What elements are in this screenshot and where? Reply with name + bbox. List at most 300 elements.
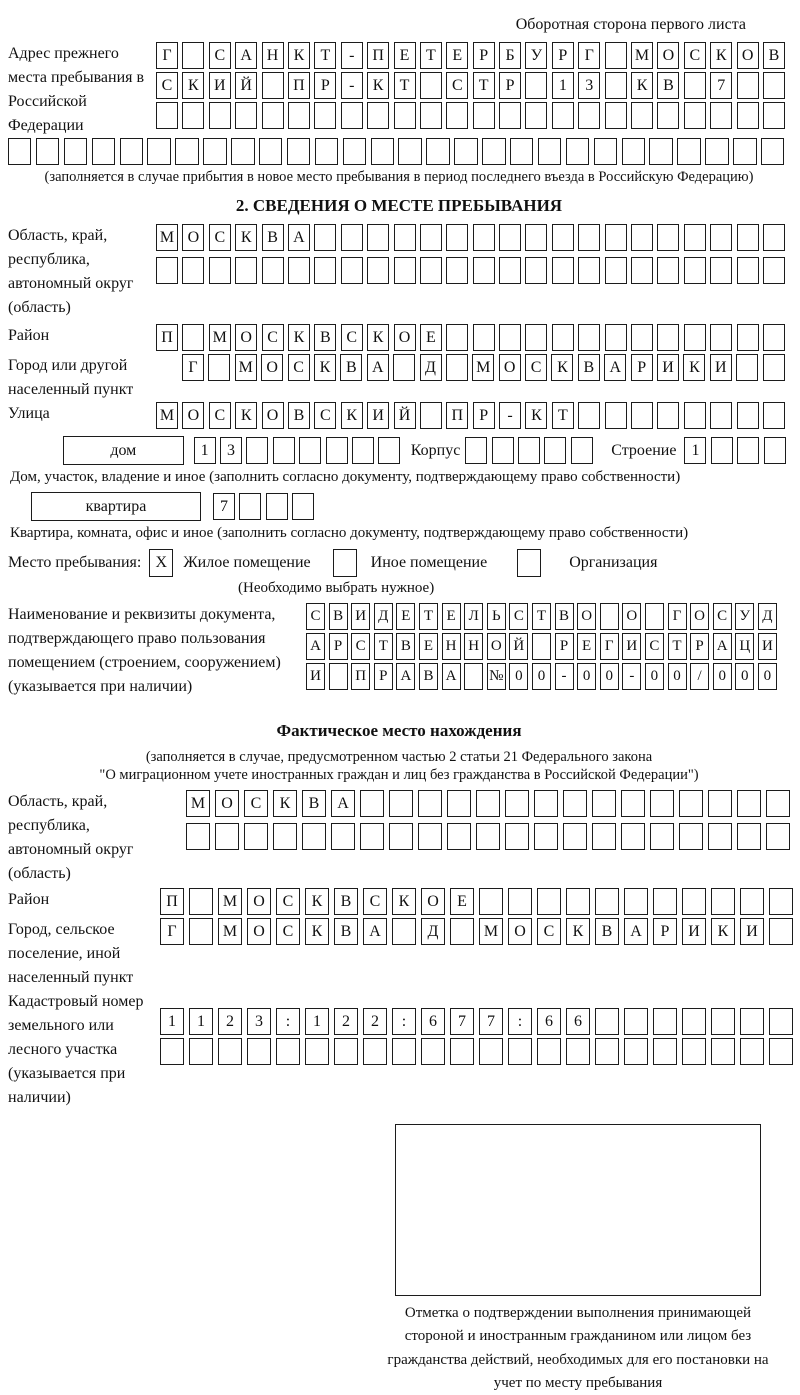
char-box[interactable] <box>8 138 31 165</box>
char-box[interactable]: Т <box>552 402 574 429</box>
char-box[interactable] <box>367 257 389 284</box>
char-box[interactable]: С <box>209 402 231 429</box>
char-box[interactable] <box>600 603 619 630</box>
char-box[interactable]: С <box>363 888 387 915</box>
char-box[interactable] <box>378 437 400 464</box>
char-box[interactable] <box>684 102 706 129</box>
char-box[interactable] <box>420 72 442 99</box>
char-box[interactable] <box>247 1038 271 1065</box>
char-box[interactable] <box>679 823 703 850</box>
char-box[interactable]: Д <box>758 603 777 630</box>
char-box[interactable] <box>473 224 495 251</box>
char-box[interactable]: О <box>215 790 239 817</box>
char-box[interactable] <box>578 224 600 251</box>
char-box[interactable] <box>447 790 471 817</box>
char-box[interactable] <box>525 102 547 129</box>
char-box[interactable] <box>769 1038 793 1065</box>
char-box[interactable] <box>737 823 761 850</box>
char-box[interactable] <box>563 823 587 850</box>
char-box[interactable] <box>175 138 198 165</box>
char-box[interactable] <box>120 138 143 165</box>
char-box[interactable]: Р <box>314 72 336 99</box>
char-box[interactable]: И <box>351 603 370 630</box>
char-box[interactable] <box>262 102 284 129</box>
char-box[interactable] <box>492 437 514 464</box>
char-box[interactable]: И <box>740 918 764 945</box>
char-box[interactable]: Г <box>182 354 204 381</box>
char-box[interactable]: 1 <box>684 437 706 464</box>
char-box[interactable] <box>288 102 310 129</box>
char-box[interactable] <box>657 324 679 351</box>
char-box[interactable] <box>763 257 785 284</box>
char-box[interactable] <box>367 102 389 129</box>
char-box[interactable] <box>273 437 295 464</box>
char-box[interactable]: И <box>306 663 325 690</box>
char-box[interactable]: С <box>244 790 268 817</box>
char-box[interactable] <box>64 138 87 165</box>
char-box[interactable]: Г <box>160 918 184 945</box>
char-box[interactable]: Е <box>419 633 438 660</box>
char-box[interactable] <box>763 102 785 129</box>
char-box[interactable]: О <box>421 888 445 915</box>
char-box[interactable] <box>341 224 363 251</box>
char-box[interactable]: Р <box>690 633 709 660</box>
char-box[interactable]: П <box>156 324 178 351</box>
char-box[interactable]: Ь <box>487 603 506 630</box>
char-box[interactable]: А <box>367 354 389 381</box>
char-box[interactable] <box>203 138 226 165</box>
char-box[interactable]: М <box>218 888 242 915</box>
char-box[interactable] <box>563 790 587 817</box>
char-box[interactable]: - <box>341 72 363 99</box>
stay-option-organization-checkbox[interactable] <box>517 549 541 577</box>
char-box[interactable]: X <box>149 549 173 577</box>
char-box[interactable] <box>367 224 389 251</box>
char-box[interactable] <box>479 888 503 915</box>
char-box[interactable] <box>326 437 348 464</box>
char-box[interactable] <box>737 324 759 351</box>
char-box[interactable] <box>499 257 521 284</box>
char-box[interactable]: 3 <box>578 72 600 99</box>
char-box[interactable] <box>299 437 321 464</box>
char-box[interactable] <box>473 257 495 284</box>
char-box[interactable] <box>218 1038 242 1065</box>
char-box[interactable]: - <box>555 663 574 690</box>
char-box[interactable] <box>711 888 735 915</box>
char-box[interactable] <box>763 354 785 381</box>
char-box[interactable]: Й <box>509 633 528 660</box>
char-box[interactable]: Р <box>329 633 348 660</box>
char-box[interactable]: П <box>288 72 310 99</box>
char-box[interactable]: М <box>156 224 178 251</box>
char-box[interactable]: Т <box>374 633 393 660</box>
char-box[interactable]: Р <box>473 402 495 429</box>
char-box[interactable]: А <box>288 224 310 251</box>
char-box[interactable]: Б <box>499 42 521 69</box>
char-box[interactable] <box>464 663 483 690</box>
char-box[interactable] <box>314 257 336 284</box>
char-box[interactable]: Е <box>420 324 442 351</box>
char-box[interactable] <box>684 402 706 429</box>
char-box[interactable] <box>418 823 442 850</box>
char-box[interactable]: И <box>209 72 231 99</box>
char-box[interactable]: - <box>499 402 521 429</box>
char-box[interactable]: К <box>710 42 732 69</box>
char-box[interactable]: 1 <box>305 1008 329 1035</box>
char-box[interactable] <box>360 790 384 817</box>
char-box[interactable] <box>420 402 442 429</box>
char-box[interactable]: О <box>247 888 271 915</box>
char-box[interactable] <box>677 138 700 165</box>
char-box[interactable] <box>473 102 495 129</box>
char-box[interactable]: К <box>305 888 329 915</box>
char-box[interactable]: М <box>631 42 653 69</box>
char-box[interactable]: А <box>604 354 626 381</box>
char-box[interactable]: И <box>367 402 389 429</box>
char-box[interactable]: Ц <box>735 633 754 660</box>
char-box[interactable]: И <box>710 354 732 381</box>
char-box[interactable] <box>622 138 645 165</box>
char-box[interactable] <box>763 324 785 351</box>
char-box[interactable] <box>465 437 487 464</box>
char-box[interactable] <box>394 224 416 251</box>
char-box[interactable] <box>446 354 468 381</box>
char-box[interactable] <box>421 1038 445 1065</box>
char-box[interactable] <box>763 224 785 251</box>
char-box[interactable]: В <box>329 603 348 630</box>
char-box[interactable] <box>186 823 210 850</box>
char-box[interactable] <box>479 1038 503 1065</box>
char-box[interactable]: Е <box>446 42 468 69</box>
char-box[interactable] <box>708 823 732 850</box>
char-box[interactable] <box>737 72 759 99</box>
char-box[interactable] <box>650 790 674 817</box>
char-box[interactable] <box>508 1038 532 1065</box>
char-box[interactable]: И <box>758 633 777 660</box>
char-box[interactable] <box>360 823 384 850</box>
char-box[interactable]: Д <box>420 354 442 381</box>
char-box[interactable] <box>711 1008 735 1035</box>
char-box[interactable]: С <box>209 224 231 251</box>
char-box[interactable]: К <box>525 402 547 429</box>
char-box[interactable]: С <box>262 324 284 351</box>
char-box[interactable] <box>605 102 627 129</box>
char-box[interactable]: / <box>690 663 709 690</box>
char-box[interactable]: Й <box>394 402 416 429</box>
char-box[interactable]: С <box>537 918 561 945</box>
char-box[interactable]: К <box>235 224 257 251</box>
char-box[interactable] <box>571 437 593 464</box>
char-box[interactable]: : <box>508 1008 532 1035</box>
char-box[interactable]: О <box>394 324 416 351</box>
char-box[interactable] <box>510 138 533 165</box>
char-box[interactable] <box>235 102 257 129</box>
char-box[interactable]: Р <box>631 354 653 381</box>
char-box[interactable]: 0 <box>532 663 551 690</box>
char-box[interactable] <box>276 1038 300 1065</box>
char-box[interactable] <box>684 72 706 99</box>
char-box[interactable]: К <box>273 790 297 817</box>
char-box[interactable]: А <box>624 918 648 945</box>
char-box[interactable] <box>341 102 363 129</box>
char-box[interactable]: О <box>247 918 271 945</box>
char-box[interactable]: П <box>160 888 184 915</box>
char-box[interactable]: 1 <box>189 1008 213 1035</box>
char-box[interactable] <box>288 257 310 284</box>
char-box[interactable]: В <box>578 354 600 381</box>
char-box[interactable] <box>454 138 477 165</box>
char-box[interactable] <box>595 888 619 915</box>
char-box[interactable] <box>259 138 282 165</box>
char-box[interactable] <box>566 888 590 915</box>
char-box[interactable] <box>518 437 540 464</box>
char-box[interactable]: С <box>684 42 706 69</box>
char-box[interactable]: № <box>487 663 506 690</box>
char-box[interactable] <box>426 138 449 165</box>
char-box[interactable] <box>182 324 204 351</box>
char-box[interactable]: К <box>288 42 310 69</box>
char-box[interactable]: Р <box>653 918 677 945</box>
char-box[interactable] <box>624 888 648 915</box>
char-box[interactable] <box>733 138 756 165</box>
char-box[interactable]: К <box>631 72 653 99</box>
char-box[interactable] <box>710 324 732 351</box>
char-box[interactable]: 1 <box>552 72 574 99</box>
char-box[interactable]: - <box>341 42 363 69</box>
char-box[interactable] <box>631 224 653 251</box>
char-box[interactable] <box>657 224 679 251</box>
char-box[interactable]: Е <box>394 42 416 69</box>
char-box[interactable] <box>156 102 178 129</box>
char-box[interactable] <box>737 257 759 284</box>
char-box[interactable] <box>393 354 415 381</box>
char-box[interactable]: О <box>622 603 641 630</box>
char-box[interactable]: 0 <box>735 663 754 690</box>
char-box[interactable] <box>605 42 627 69</box>
char-box[interactable] <box>182 102 204 129</box>
char-box[interactable]: К <box>367 72 389 99</box>
char-box[interactable]: О <box>657 42 679 69</box>
char-box[interactable] <box>334 1038 358 1065</box>
char-box[interactable] <box>450 1038 474 1065</box>
char-box[interactable]: В <box>657 72 679 99</box>
char-box[interactable] <box>231 138 254 165</box>
char-box[interactable]: Т <box>473 72 495 99</box>
char-box[interactable]: А <box>363 918 387 945</box>
char-box[interactable] <box>621 790 645 817</box>
char-box[interactable] <box>446 257 468 284</box>
char-box[interactable] <box>737 790 761 817</box>
char-box[interactable]: С <box>288 354 310 381</box>
char-box[interactable]: П <box>446 402 468 429</box>
char-box[interactable] <box>708 790 732 817</box>
char-box[interactable] <box>329 663 348 690</box>
char-box[interactable]: 3 <box>247 1008 271 1035</box>
char-box[interactable] <box>736 354 758 381</box>
char-box[interactable] <box>761 138 784 165</box>
char-box[interactable]: О <box>235 324 257 351</box>
char-box[interactable] <box>517 549 541 577</box>
char-box[interactable] <box>394 102 416 129</box>
char-box[interactable] <box>710 224 732 251</box>
char-box[interactable]: Р <box>473 42 495 69</box>
char-box[interactable] <box>534 823 558 850</box>
char-box[interactable] <box>262 72 284 99</box>
char-box[interactable]: 0 <box>600 663 619 690</box>
char-box[interactable]: Е <box>450 888 474 915</box>
char-box[interactable] <box>209 257 231 284</box>
char-box[interactable] <box>182 42 204 69</box>
char-box[interactable]: Е <box>396 603 415 630</box>
char-box[interactable]: К <box>314 354 336 381</box>
char-box[interactable] <box>682 888 706 915</box>
char-box[interactable]: Т <box>668 633 687 660</box>
char-box[interactable]: В <box>763 42 785 69</box>
char-box[interactable] <box>147 138 170 165</box>
char-box[interactable] <box>737 224 759 251</box>
char-box[interactable] <box>525 224 547 251</box>
char-box[interactable] <box>578 257 600 284</box>
char-box[interactable]: Д <box>374 603 393 630</box>
char-box[interactable] <box>363 1038 387 1065</box>
char-box[interactable]: Т <box>419 603 438 630</box>
char-box[interactable] <box>420 224 442 251</box>
char-box[interactable]: Р <box>555 633 574 660</box>
char-box[interactable]: Л <box>464 603 483 630</box>
char-box[interactable]: В <box>334 888 358 915</box>
char-box[interactable] <box>315 138 338 165</box>
char-box[interactable]: - <box>622 663 641 690</box>
char-box[interactable]: О <box>499 354 521 381</box>
char-box[interactable] <box>266 493 288 520</box>
char-box[interactable] <box>473 324 495 351</box>
char-box[interactable]: 7 <box>710 72 732 99</box>
char-box[interactable] <box>594 138 617 165</box>
char-box[interactable]: Р <box>552 42 574 69</box>
char-box[interactable] <box>287 138 310 165</box>
char-box[interactable]: М <box>235 354 257 381</box>
char-box[interactable]: С <box>276 888 300 915</box>
stay-option-residential-checkbox[interactable] <box>149 549 173 577</box>
char-box[interactable] <box>605 402 627 429</box>
char-box[interactable] <box>552 324 574 351</box>
char-box[interactable]: С <box>341 324 363 351</box>
char-box[interactable] <box>209 102 231 129</box>
char-box[interactable] <box>769 1008 793 1035</box>
char-box[interactable]: К <box>305 918 329 945</box>
char-box[interactable]: М <box>156 402 178 429</box>
char-box[interactable] <box>476 790 500 817</box>
char-box[interactable]: А <box>306 633 325 660</box>
char-box[interactable] <box>763 402 785 429</box>
char-box[interactable] <box>657 402 679 429</box>
char-box[interactable]: В <box>314 324 336 351</box>
char-box[interactable] <box>766 823 790 850</box>
char-box[interactable] <box>605 324 627 351</box>
char-box[interactable] <box>705 138 728 165</box>
char-box[interactable] <box>476 823 500 850</box>
char-box[interactable]: Г <box>578 42 600 69</box>
char-box[interactable]: К <box>341 402 363 429</box>
char-box[interactable]: С <box>351 633 370 660</box>
char-box[interactable] <box>244 823 268 850</box>
char-box[interactable]: : <box>276 1008 300 1035</box>
char-box[interactable] <box>653 1038 677 1065</box>
char-box[interactable]: 6 <box>537 1008 561 1035</box>
char-box[interactable]: К <box>711 918 735 945</box>
char-box[interactable] <box>333 549 357 577</box>
char-box[interactable] <box>92 138 115 165</box>
char-box[interactable]: О <box>577 603 596 630</box>
char-box[interactable]: 0 <box>758 663 777 690</box>
char-box[interactable] <box>352 437 374 464</box>
char-box[interactable]: К <box>566 918 590 945</box>
char-box[interactable] <box>631 257 653 284</box>
char-box[interactable]: 0 <box>668 663 687 690</box>
char-box[interactable] <box>314 102 336 129</box>
char-box[interactable]: : <box>392 1008 416 1035</box>
char-box[interactable]: И <box>682 918 706 945</box>
char-box[interactable] <box>566 138 589 165</box>
char-box[interactable] <box>740 888 764 915</box>
char-box[interactable]: Н <box>262 42 284 69</box>
char-box[interactable] <box>341 257 363 284</box>
char-box[interactable]: Е <box>442 603 461 630</box>
char-box[interactable] <box>499 324 521 351</box>
char-box[interactable] <box>710 402 732 429</box>
char-box[interactable] <box>446 224 468 251</box>
char-box[interactable] <box>552 102 574 129</box>
char-box[interactable] <box>389 790 413 817</box>
char-box[interactable]: К <box>182 72 204 99</box>
char-box[interactable]: С <box>314 402 336 429</box>
char-box[interactable] <box>737 402 759 429</box>
char-box[interactable]: 1 <box>160 1008 184 1035</box>
char-box[interactable]: К <box>551 354 573 381</box>
char-box[interactable] <box>246 437 268 464</box>
char-box[interactable] <box>235 257 257 284</box>
char-box[interactable] <box>552 224 574 251</box>
char-box[interactable]: А <box>396 663 415 690</box>
char-box[interactable]: 2 <box>218 1008 242 1035</box>
char-box[interactable]: У <box>735 603 754 630</box>
char-box[interactable] <box>160 1038 184 1065</box>
char-box[interactable]: М <box>186 790 210 817</box>
char-box[interactable] <box>505 790 529 817</box>
char-box[interactable]: Г <box>668 603 687 630</box>
char-box[interactable] <box>769 888 793 915</box>
char-box[interactable]: Д <box>421 918 445 945</box>
char-box[interactable]: 2 <box>363 1008 387 1035</box>
char-box[interactable]: Й <box>235 72 257 99</box>
char-box[interactable]: Г <box>156 42 178 69</box>
char-box[interactable]: Т <box>394 72 416 99</box>
char-box[interactable] <box>525 324 547 351</box>
char-box[interactable] <box>763 72 785 99</box>
char-box[interactable] <box>189 888 213 915</box>
char-box[interactable]: Т <box>532 603 551 630</box>
char-box[interactable] <box>331 823 355 850</box>
char-box[interactable] <box>447 823 471 850</box>
char-box[interactable]: С <box>446 72 468 99</box>
char-box[interactable] <box>592 790 616 817</box>
char-box[interactable] <box>446 324 468 351</box>
char-box[interactable] <box>156 257 178 284</box>
char-box[interactable]: С <box>525 354 547 381</box>
char-box[interactable] <box>766 790 790 817</box>
char-box[interactable] <box>538 138 561 165</box>
char-box[interactable] <box>537 888 561 915</box>
